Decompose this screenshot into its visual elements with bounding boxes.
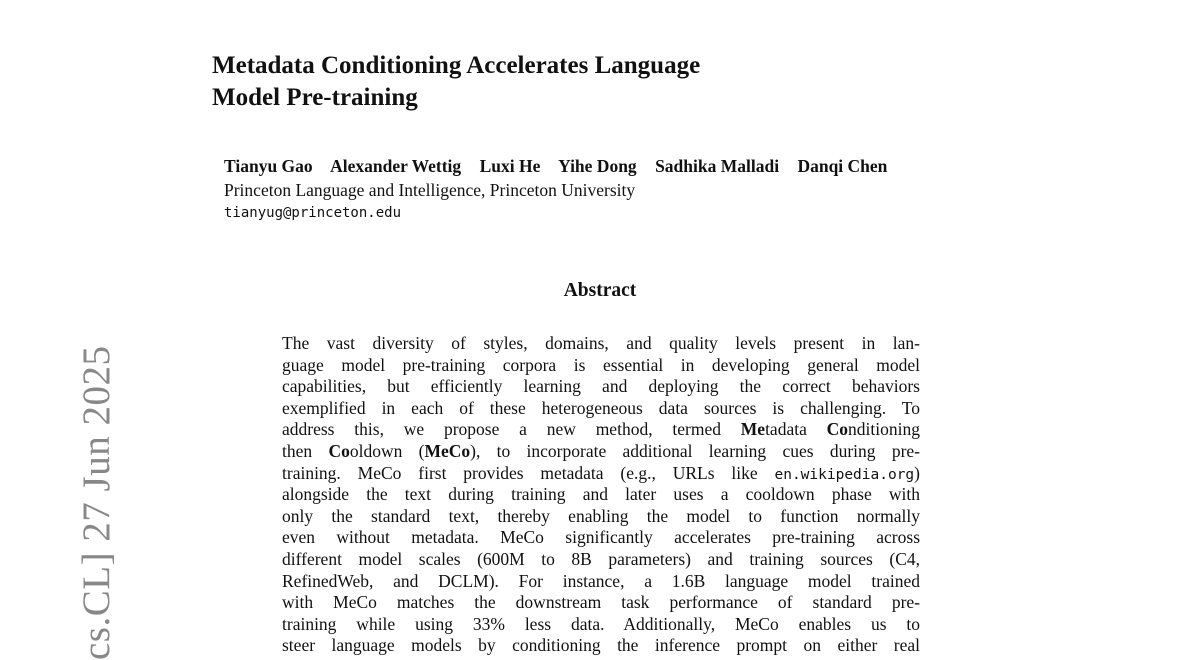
paper-title — [212, 50, 832, 114]
abstract-line-method-name — [282, 419, 920, 441]
author-email: tianyug@princeton.edu — [224, 205, 401, 221]
text-run: ) — [914, 463, 920, 483]
bold-run: Co — [827, 419, 848, 439]
abstract-line: capabilities, but efficiently learning and deploying the correct behaviors — [282, 376, 920, 398]
title-line-2: Model Pre-training — [212, 84, 418, 111]
abstract-body — [282, 333, 920, 657]
abstract-heading: Abstract — [0, 280, 1200, 302]
author-name: Danqi Chen — [797, 156, 887, 176]
abstract-line: The vast diversity of styles, domains, and quality levels present in lan- — [282, 333, 920, 355]
abstract-line: different model scales (600M to 8B parameters) and training sources (C4, — [282, 549, 920, 571]
author-affiliation: Princeton Language and Intelligence, Princeton University — [224, 180, 635, 201]
abstract-line: training while using 33% less data. Additionally, MeCo enables us to — [282, 614, 920, 636]
abstract-line-meco — [282, 441, 920, 463]
arxiv-stamp-text: cs.CL] 27 Jun 2025 — [74, 346, 119, 660]
text-run: address this, we propose a new method, termed — [282, 419, 741, 439]
text-run: oldown ( — [350, 441, 425, 461]
abstract-line: guage model pre-training corpora is essential in developing general model — [282, 355, 920, 377]
text-run: then — [282, 441, 328, 461]
text-run: nditioning — [848, 419, 920, 439]
abstract-line: even without metadata. MeCo significantly accelerates pre-training across — [282, 527, 920, 549]
abstract-line: only the standard text, thereby enabling the model to function normally — [282, 506, 920, 528]
abstract-line: exemplified in each of these heterogeneous data sources is challenging. To — [282, 398, 920, 420]
title-line-1: Metadata Conditioning Accelerates Language — [212, 52, 700, 79]
text-run: ), to incorporate additional learning cues during pre- — [470, 441, 920, 461]
bold-run: MeCo — [424, 441, 470, 461]
bold-run: Me — [741, 419, 765, 439]
author-name: Tianyu Gao — [224, 156, 313, 176]
text-run: training. MeCo first provides metadata (e.g., URLs like — [282, 463, 774, 483]
text-run: tadata — [765, 419, 827, 439]
arxiv-sidebar-stamp — [30, 330, 78, 660]
author-list — [224, 156, 1024, 177]
bold-run: Co — [328, 441, 349, 461]
abstract-line: steer language models by conditioning the inference prompt on either real — [282, 635, 920, 657]
url-example: en.wikipedia.org — [774, 467, 914, 483]
author-name: Yihe Dong — [558, 156, 637, 176]
abstract-line-url — [282, 463, 920, 485]
author-name: Alexander Wettig — [330, 156, 461, 176]
abstract-line: alongside the text during training and later uses a cooldown phase with — [282, 484, 920, 506]
author-name: Luxi He — [480, 156, 541, 176]
abstract-line: RefinedWeb, and DCLM). For instance, a 1.6B language model trained — [282, 571, 920, 593]
author-name: Sadhika Malladi — [655, 156, 779, 176]
abstract-line: with MeCo matches the downstream task performance of standard pre- — [282, 592, 920, 614]
